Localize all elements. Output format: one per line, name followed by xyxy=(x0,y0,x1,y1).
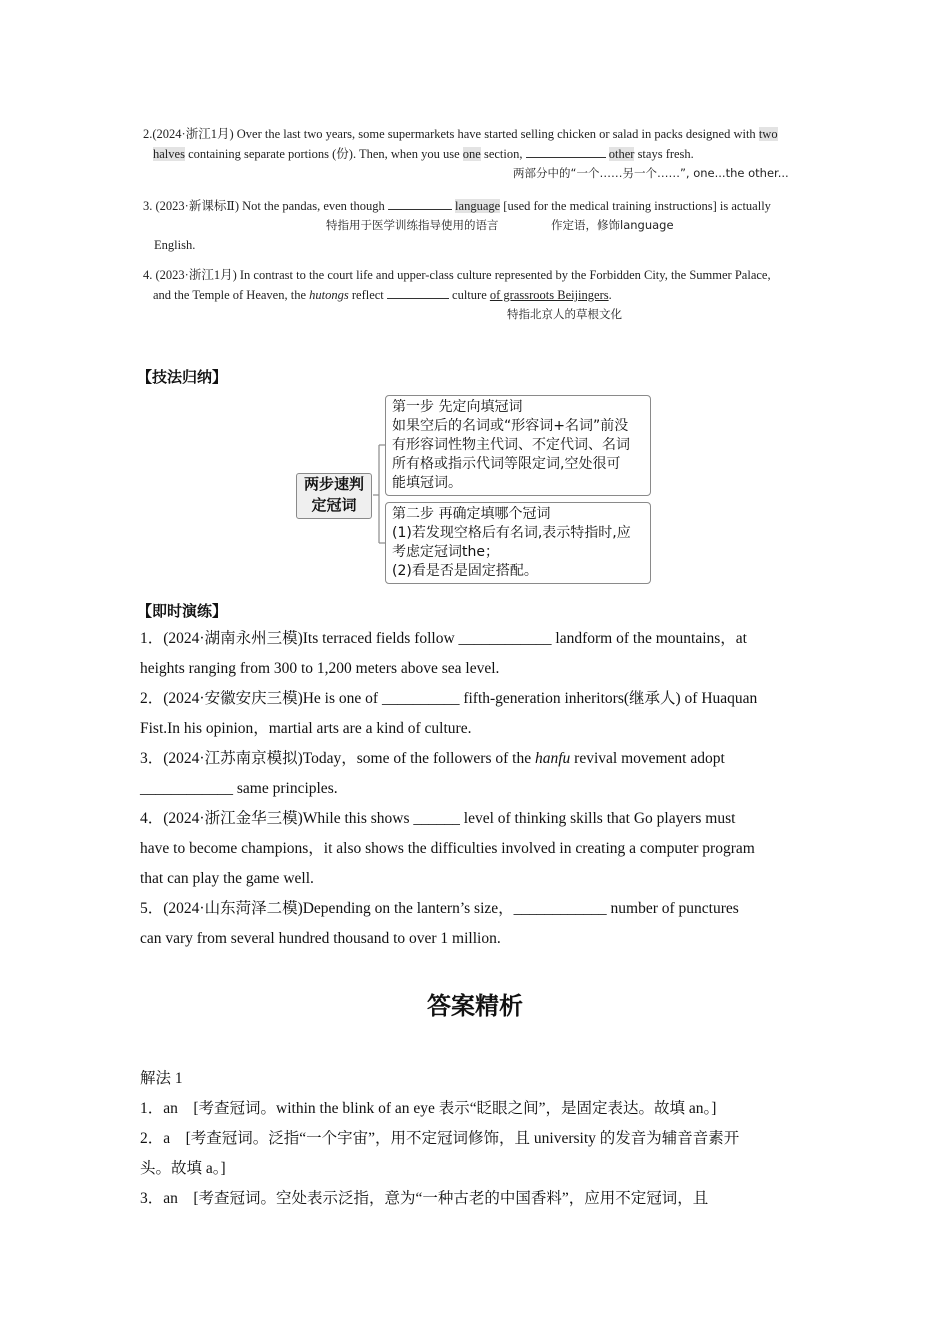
example-2-note: 两部分中的“一个……另一个……”, one...the other... xyxy=(513,166,789,180)
step-2-text: (1)若发现空格后有名词,表示特指时,应 xyxy=(392,525,631,541)
question-text: 2．(2024·安徽安庆三模)He is one of __________ fifth-generation inheritors(继承人) of Huaquan xyxy=(140,690,758,707)
question-text: heights ranging from 300 to 1,200 meters above sea level. xyxy=(140,660,500,677)
question-italic: hanfu xyxy=(534,750,571,767)
practice-heading: 【即时演练】 xyxy=(137,602,228,620)
example-2-text: section, xyxy=(483,147,523,161)
answers-title: 答案精析 xyxy=(427,992,523,1020)
example-4-text: and the Temple of Heaven, the xyxy=(153,288,307,302)
step-2-title: 第二步 再确定填哪个冠词 xyxy=(392,506,551,522)
question-text: revival movement adopt xyxy=(574,750,725,767)
example-2-text: containing separate portions (份). Then, when you use xyxy=(188,147,460,161)
step-1-text: 所有格或指示代词等限定词,空处很可 xyxy=(392,456,621,472)
example-2-highlight: two xyxy=(758,127,778,141)
answer-2: 2．a [考查冠词。泛指“一个宇宙”，用不定冠词修饰，且 university 的发音为辅音音素开 xyxy=(140,1130,740,1147)
question-text: ____________ same principles. xyxy=(140,780,338,797)
question-text: that can play the game well. xyxy=(140,870,314,887)
example-3-note-1: 特指用于医学训练指导使用的语言 xyxy=(326,218,499,232)
answer-1: 1．an [考查冠词。within the blink of an eye 表示“眨眼之间”，是固定表达。故填 an。] xyxy=(140,1100,717,1117)
mindmap-step-1 xyxy=(385,395,651,496)
mindmap-step-2 xyxy=(385,502,651,584)
step-1-text: 能填冠词。 xyxy=(392,475,462,491)
example-2-text: 2.(2024·浙江1月) Over the last two years, some supermarkets have started selling chicken or salad in packs designed with xyxy=(143,127,756,141)
example-2-text: stays fresh. xyxy=(637,147,694,161)
question-text: Fist.In his opinion，martial arts are a kind of culture. xyxy=(140,720,472,737)
question-text: have to become champions，it also shows the difficulties involved in creating a computer program xyxy=(140,840,755,857)
question-4 xyxy=(140,804,810,894)
technique-mindmap xyxy=(295,395,655,587)
example-4 xyxy=(143,265,823,305)
example-4-text: 4. (2023·浙江1月) In contrast to the court life and upper-class culture represented by the Forbidden City, the Summer Palace, xyxy=(143,268,771,282)
example-2-highlight: one xyxy=(462,147,481,161)
step-2-text: (2)看是否是固定搭配。 xyxy=(392,563,538,579)
answer-blank xyxy=(526,145,606,158)
example-3-text: 3. (2023·新课标Ⅱ) Not the pandas, even though xyxy=(143,199,385,213)
method-label: 解法 1 xyxy=(140,1070,183,1087)
example-3-highlight: language xyxy=(455,199,501,213)
example-3-text: [used for the medical training instructions] is actually xyxy=(503,199,771,213)
question-3 xyxy=(140,744,810,804)
mindmap-root-line: 两步速判 xyxy=(303,475,364,493)
question-2 xyxy=(140,684,810,744)
step-1-title: 第一步 先定向填冠词 xyxy=(392,399,523,415)
example-4-text: reflect xyxy=(351,288,384,302)
question-text: 5．(2024·山东菏泽二模)Depending on the lantern’s size，____________ number of punctures xyxy=(140,900,739,917)
example-4-text: . xyxy=(608,288,612,302)
technique-heading: 【技法归纳】 xyxy=(137,368,228,386)
example-2-highlight: halves xyxy=(153,147,185,161)
answer-2-cont: 头。故填 a。] xyxy=(140,1160,226,1177)
example-3-line-2: English. xyxy=(154,238,196,252)
example-2-highlight: other xyxy=(608,147,635,161)
example-4-note: 特指北京人的草根文化 xyxy=(507,307,622,321)
question-text: 3．(2024·江苏南京模拟)Today，some of the followers of the xyxy=(140,750,532,767)
example-4-underlined: of grassroots Beijingers xyxy=(489,288,609,302)
question-1 xyxy=(140,624,810,684)
question-text: 1．(2024·湖南永州三模)Its terraced fields follow ____________ landform of the mountains，at xyxy=(140,630,747,647)
question-text: can vary from several hundred thousand to over 1 million. xyxy=(140,930,501,947)
example-2 xyxy=(143,124,813,164)
mindmap-root-line: 定冠词 xyxy=(311,496,357,514)
answer-3: 3．an [考查冠词。空处表示泛指，意为“一种古老的中国香料”，应用不定冠词，且 xyxy=(140,1190,709,1207)
answer-blank xyxy=(388,197,452,210)
step-1-text: 如果空后的名词或“形容词+名词”前没 xyxy=(392,418,629,434)
step-2-text: 考虑定冠词the； xyxy=(392,544,499,560)
example-3-note-2: 作定语，修饰language xyxy=(551,218,674,232)
question-5 xyxy=(140,894,810,954)
example-3 xyxy=(143,196,813,216)
question-text: 4．(2024·浙江金华三模)While this shows ______ level of thinking skills that Go players must xyxy=(140,810,736,827)
answers-body xyxy=(140,1064,810,1214)
example-4-italic: hutongs xyxy=(309,288,349,302)
mindmap-root xyxy=(296,473,372,519)
example-4-text: culture xyxy=(452,288,487,302)
step-1-text: 有形容词性物主代词、不定代词、名词 xyxy=(392,437,630,453)
answer-blank xyxy=(387,286,449,299)
practice-questions xyxy=(140,624,810,954)
